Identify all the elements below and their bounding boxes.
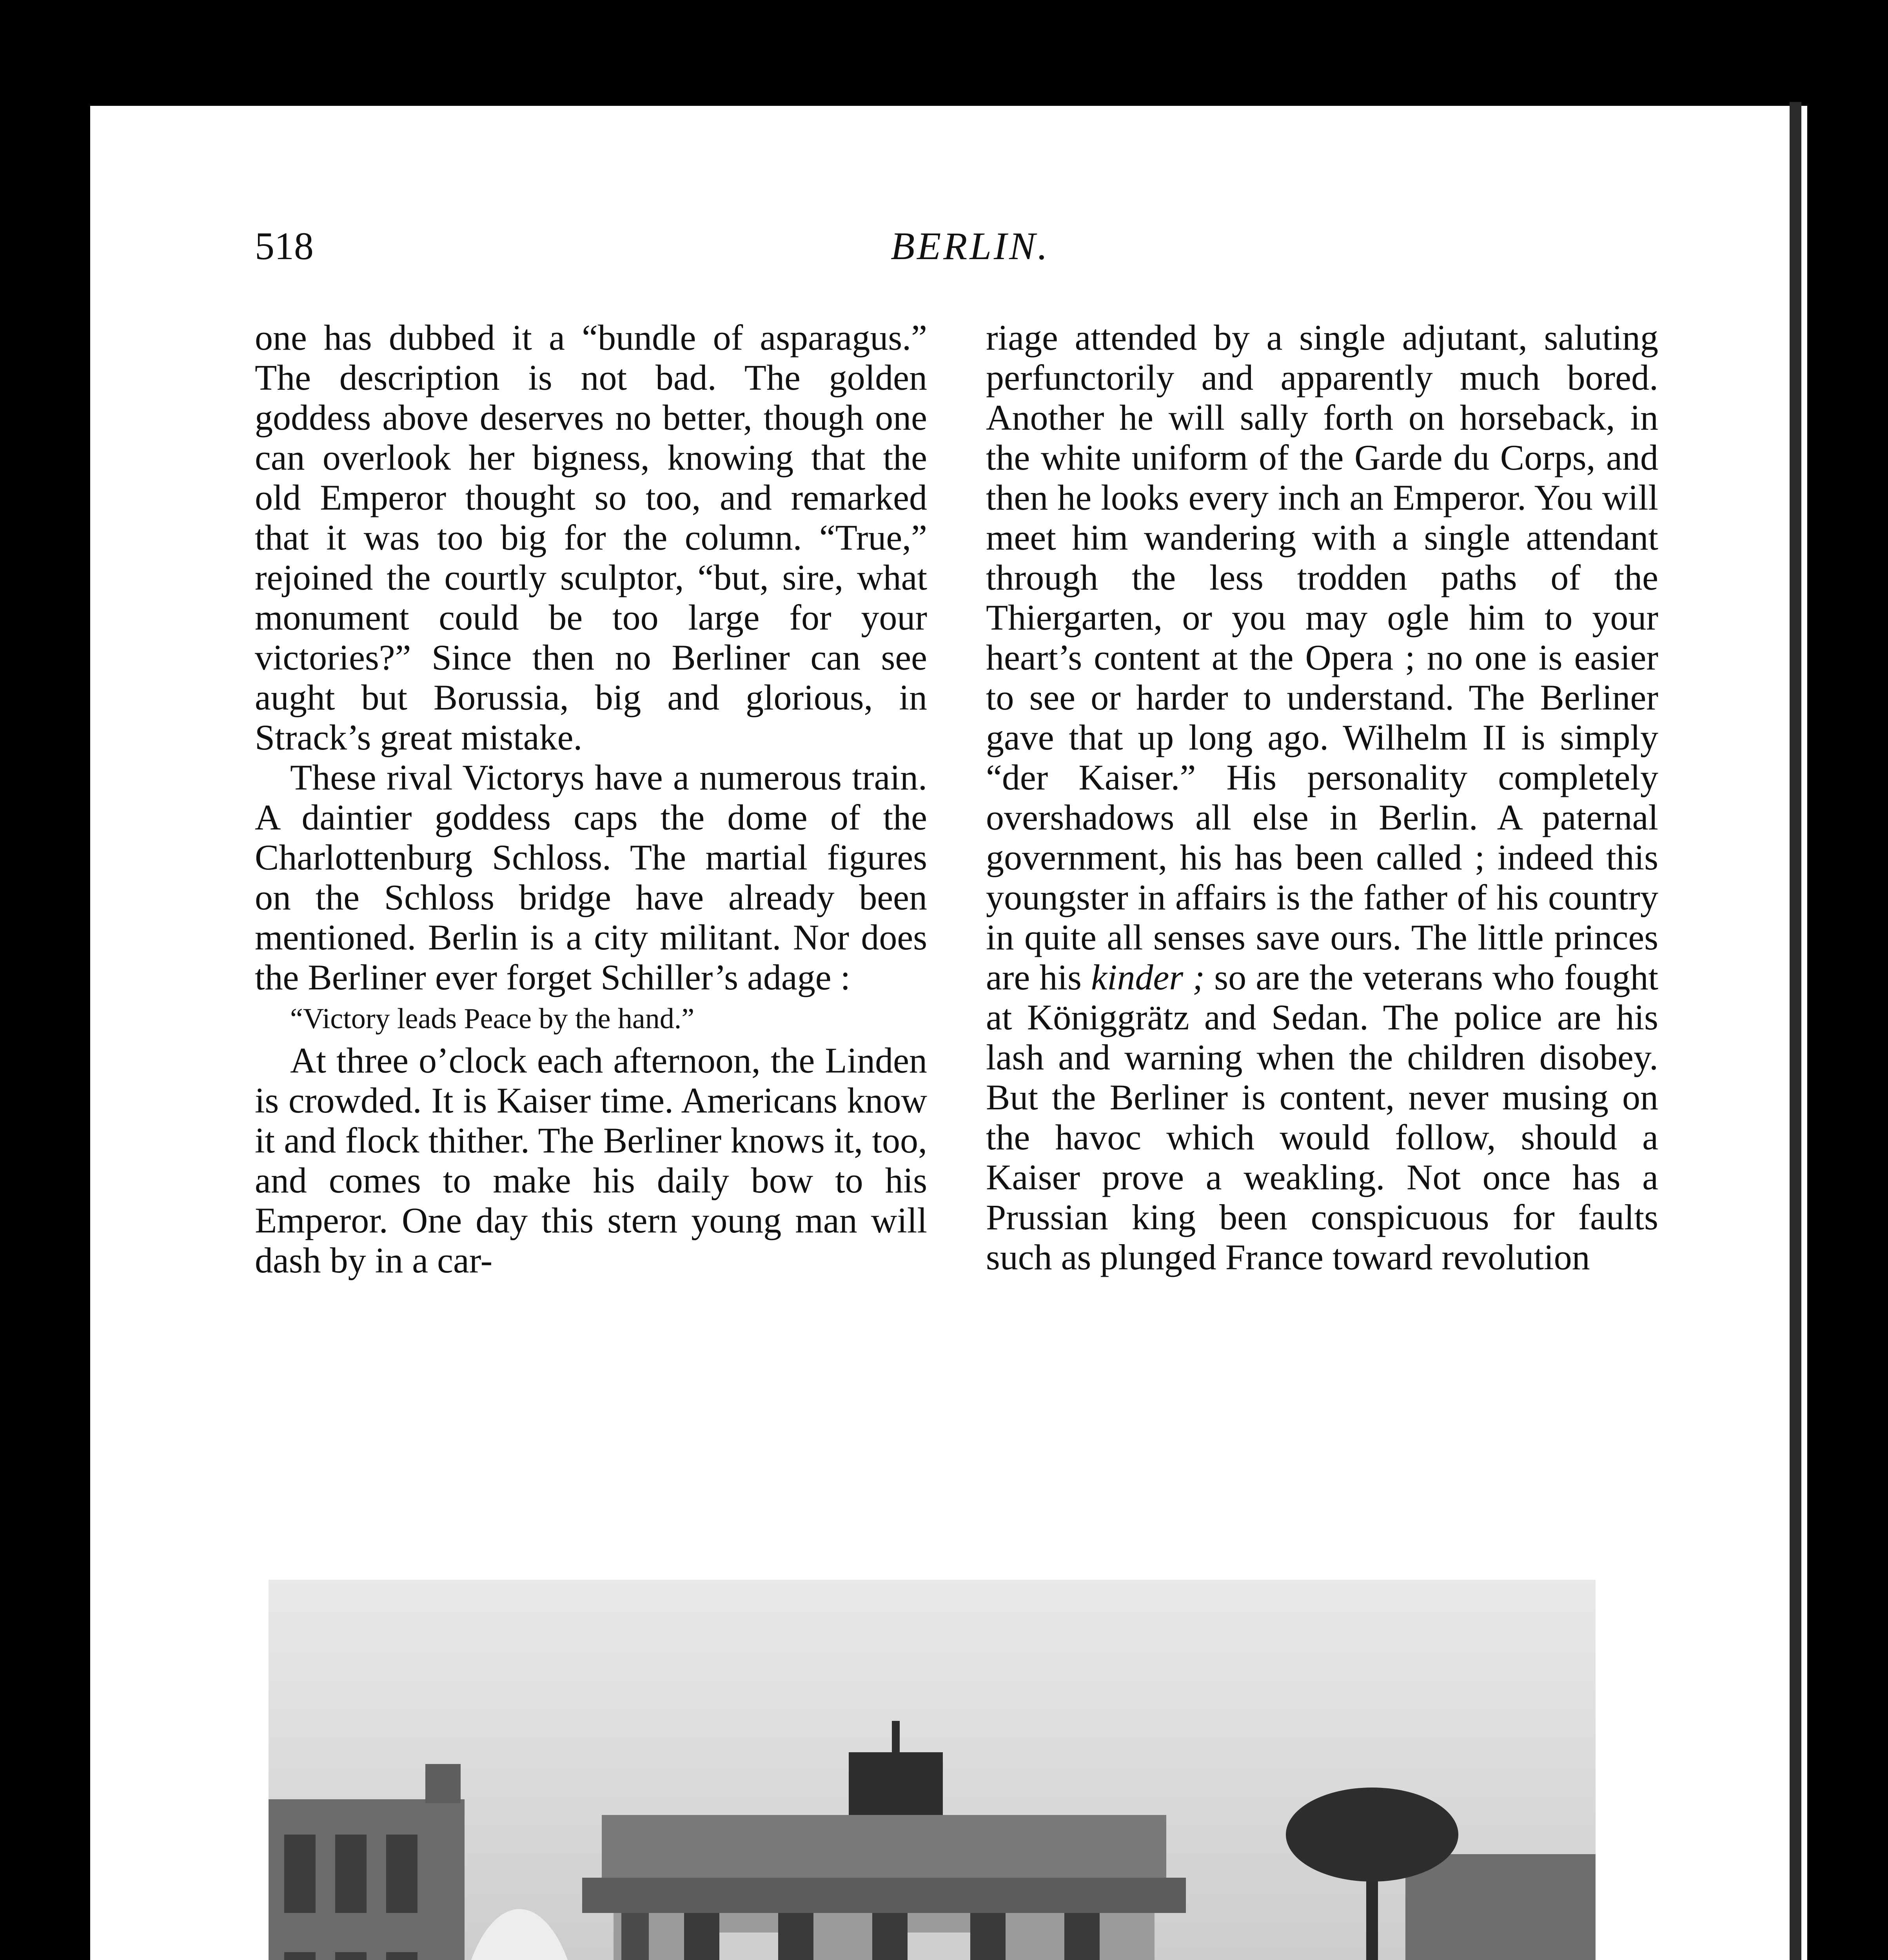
page-header [255, 223, 1686, 282]
block-quote: “Victory leads Peace by the hand.” [290, 1003, 695, 1035]
paragraph [986, 318, 1658, 1277]
paragraph: At three o’clock each afternoon, the Linden is crowded. It is Kaiser time. Americans know it and flock thither. The Berliner knows it, too, and comes to make his daily bow to his Emperor. One day this stern young man will dash by in a car- [255, 1040, 927, 1280]
page-content [90, 106, 1807, 1960]
italic-text: kinder ; [1091, 957, 1205, 997]
photo-illustration [269, 1580, 1596, 1960]
text-columns [255, 318, 1658, 1611]
running-title: BERLIN. [891, 224, 1050, 268]
right-column [986, 318, 1658, 1277]
left-column [255, 318, 927, 1280]
paragraph-text: so are the veterans who fought at Königgrätz and Sedan. The police are his lash and warning when the children disobey. But the Berliner is content, never musing on the havoc which would follow, should a Kaiser prove a weakling. Not once has a Prussian king been conspicuous for faults such as plunged France toward revolution [986, 957, 1659, 1277]
page-number: 518 [255, 224, 314, 268]
brandenburg-gate-photo [269, 1580, 1596, 1960]
paragraph-text: riage attended by a single adjutant, saluting perfunctorily and apparently much bored. Another he will sally forth on horseback, in the white uniform of the Garde du Corps, and then he looks every inch an Emperor. You will meet him wandering with a single attendant through the less trodden paths of the Thiergarten, or you may ogle him to your heart’s content at the Opera ; no one is easier to see or harder to understand. The Berliner gave that up long ago. Wilhelm II is simply “der Kaiser.” His personality completely overshadows all else in Berlin. A paternal government, his has been called ; indeed this youngster in affairs is the father of his country in quite all senses save ours. The little princes are his [986, 318, 1658, 997]
paragraph: one has dubbed it a “bundle of asparagus.” The description is not bad. The golden goddess above deserves no better, though one can overlook her bigness, knowing that the old Emperor thought so too, and remarked that it was too big for the column. “True,” rejoined the courtly sculptor, “but, sire, what monument could be too large for your victories?” Since then no Berliner can see aught but Borussia, big and glorious, in Strack’s great mistake. [255, 318, 927, 757]
paragraph: These rival Victorys have a numerous train. A daintier goddess caps the dome of the Charlottenburg Schloss. The martial figures on the Schloss bridge have already been mentioned. Berlin is a city militant. Nor does the Berliner ever forget Schiller’s adage : [255, 757, 927, 997]
